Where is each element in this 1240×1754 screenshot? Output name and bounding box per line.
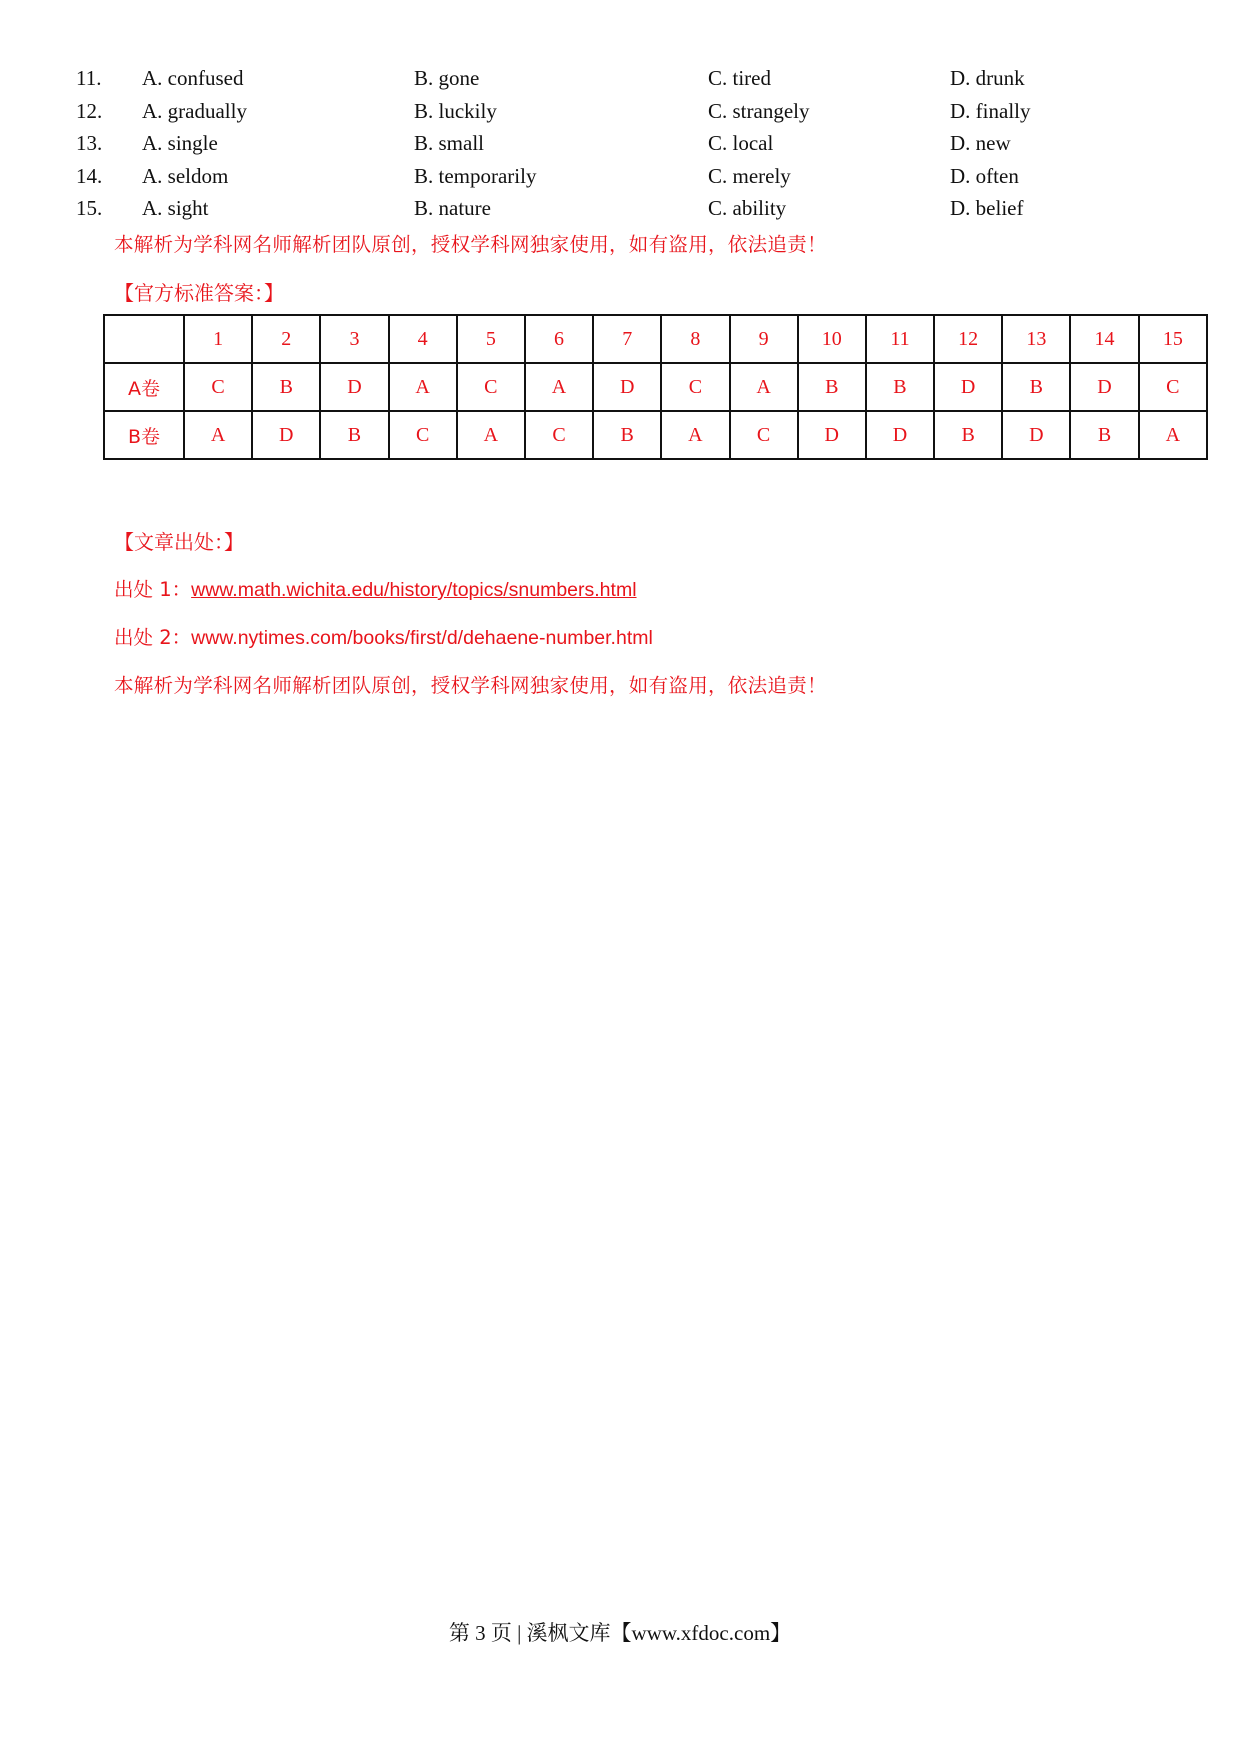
option-a: A. confused xyxy=(142,66,244,90)
table-cell: A xyxy=(184,411,252,459)
table-cell: C xyxy=(184,363,252,411)
row-label: B卷 xyxy=(104,411,184,459)
source-2 xyxy=(114,622,653,650)
option-b: B. nature xyxy=(414,196,491,220)
source-link[interactable]: www.math.wichita.edu/history/topics/snumbers.html xyxy=(191,579,637,601)
table-cell: 13 xyxy=(1002,315,1070,363)
option-c: C. tired xyxy=(708,66,771,90)
question-row-15 xyxy=(76,196,1176,229)
option-c: C. local xyxy=(708,131,774,155)
copyright-notice: 本解析为学科网名师解析团队原创，授权学科网独家使用，如有盗用，依法追责！ xyxy=(114,233,827,256)
table-cell: 6 xyxy=(525,315,593,363)
table-cell: 9 xyxy=(730,315,798,363)
table-cell: 8 xyxy=(661,315,729,363)
answer-table xyxy=(103,314,1208,460)
table-cell: 12 xyxy=(934,315,1002,363)
answer-heading: 【官方标准答案：】 xyxy=(114,281,284,305)
table-cell: C xyxy=(730,411,798,459)
option-b: B. gone xyxy=(414,66,480,90)
table-cell: C xyxy=(1139,363,1207,411)
question-row-12 xyxy=(76,99,1176,132)
source-label: 出处 2： xyxy=(114,626,192,649)
table-cell: B xyxy=(320,411,388,459)
answer-table-row-a xyxy=(104,363,1207,411)
question-row-11 xyxy=(76,66,1176,99)
copyright-notice-2: 本解析为学科网名师解析团队原创，授权学科网独家使用，如有盗用，依法追责！ xyxy=(114,674,827,697)
option-b: B. small xyxy=(414,131,485,155)
table-cell: D xyxy=(866,411,934,459)
table-cell: 3 xyxy=(320,315,388,363)
table-cell: A xyxy=(1139,411,1207,459)
option-d: D. finally xyxy=(950,98,1031,123)
table-cell: A xyxy=(525,363,593,411)
table-cell: C xyxy=(457,363,525,411)
table-cell: C xyxy=(389,411,457,459)
option-a: A. gradually xyxy=(142,98,247,123)
table-cell: 4 xyxy=(389,315,457,363)
source-heading: 【文章出处：】 xyxy=(114,530,244,554)
question-number: 15. xyxy=(76,196,103,220)
table-cell: B xyxy=(593,411,661,459)
table-cell: A xyxy=(457,411,525,459)
answer-table-header-row xyxy=(104,315,1207,363)
table-cell: 14 xyxy=(1070,315,1138,363)
table-cell: B xyxy=(252,363,320,411)
table-cell: 10 xyxy=(798,315,866,363)
table-cell: D xyxy=(320,363,388,411)
page-footer: 第 3 页 | 溪枫文库【www.xfdoc.com】 xyxy=(448,1621,792,1645)
table-cell: B xyxy=(866,363,934,411)
question-row-14 xyxy=(76,164,1176,197)
table-cell: 5 xyxy=(457,315,525,363)
option-a: A. sight xyxy=(142,196,209,220)
table-cell: B xyxy=(798,363,866,411)
option-d: D. drunk xyxy=(950,66,1025,90)
answer-table-row-b xyxy=(104,411,1207,459)
source-label: 出处 1： xyxy=(114,578,192,601)
option-d: D. belief xyxy=(950,196,1024,220)
question-number: 12. xyxy=(76,98,103,123)
table-cell: C xyxy=(525,411,593,459)
option-a: A. seldom xyxy=(142,163,229,188)
table-cell: B xyxy=(1070,411,1138,459)
option-c: C. ability xyxy=(708,196,787,220)
option-c: C. merely xyxy=(708,163,791,188)
table-cell: 1 xyxy=(184,315,252,363)
option-c: C. strangely xyxy=(708,98,810,123)
option-d: D. new xyxy=(950,131,1011,155)
table-cell xyxy=(104,315,184,363)
table-cell: B xyxy=(934,411,1002,459)
table-cell: D xyxy=(1070,363,1138,411)
row-label: A卷 xyxy=(104,363,184,411)
source-url: www.nytimes.com/books/first/d/dehaene-number.html xyxy=(191,627,653,649)
question-number: 11. xyxy=(76,66,102,90)
source-1 xyxy=(114,574,637,602)
table-cell: A xyxy=(389,363,457,411)
option-d: D. often xyxy=(950,163,1019,188)
table-cell: D xyxy=(593,363,661,411)
option-a: A. single xyxy=(142,131,218,155)
table-cell: 7 xyxy=(593,315,661,363)
table-cell: D xyxy=(798,411,866,459)
table-cell: A xyxy=(661,411,729,459)
question-row-13 xyxy=(76,131,1176,164)
option-b: B. luckily xyxy=(414,98,497,123)
table-cell: 15 xyxy=(1139,315,1207,363)
table-cell: B xyxy=(1002,363,1070,411)
option-b: B. temporarily xyxy=(414,163,537,188)
question-number: 13. xyxy=(76,131,103,155)
table-cell: 11 xyxy=(866,315,934,363)
table-cell: A xyxy=(730,363,798,411)
table-cell: D xyxy=(934,363,1002,411)
table-cell: D xyxy=(252,411,320,459)
table-cell: D xyxy=(1002,411,1070,459)
table-cell: C xyxy=(661,363,729,411)
question-number: 14. xyxy=(76,163,103,188)
table-cell: 2 xyxy=(252,315,320,363)
options-list xyxy=(76,66,1176,229)
